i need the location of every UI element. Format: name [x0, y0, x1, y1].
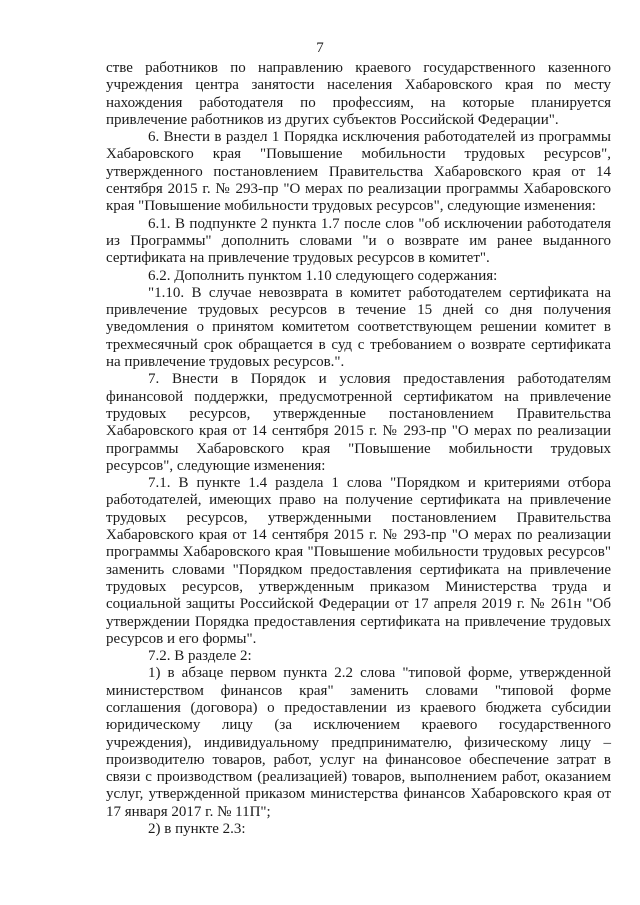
paragraph-quote-1-10: "1.10. В случае невозврата в комитет работодателем сертификата на привлечение трудовых ресурсов в течение 15 дней со дня получения уведомления о принятом комитетом соответствующем решении комитет в трехмесячный срок обращается в суд с требованием о возврате сертификата на привлечение трудовых ресурсов.".: [106, 284, 611, 371]
page-number: 7: [316, 40, 324, 56]
paragraph-continuation: стве работников по направлению краевого государственного казенного учреждения центра занятости населения Хабаровского края по месту нахождения работодателя по профессиям, на которые планируется привлечение работников из других субъектов Российской Федерации".: [106, 60, 611, 128]
document-body: [106, 60, 611, 838]
paragraph-item-6-2: 6.2. Дополнить пунктом 1.10 следующего содержания:: [148, 267, 498, 284]
paragraph-item-7-2: 7.2. В разделе 2:: [148, 648, 252, 665]
paragraph-item-7-1: 7.1. В пункте 1.4 раздела 1 слова "Порядком и критериями отбора работодателей, имеющих право на получение сертификата на привлечение трудовых ресурсов, утвержденными постановлением Правительства Хабаровского края от 14 сентября 2015 г. № 293-пр "О мерах по реализации программы Хабаровского края "Повышение мобильности трудовых ресурсов" заменить словами "Порядком предоставления сертификата на привлечение трудовых ресурсов, утвержденным приказом Министерства труда и социальной защиты Российской Федерации от 17 апреля 2019 г. № 261н "Об утверждении Порядка предоставления сертификата на привлечение трудовых ресурсов и его формы".: [106, 475, 611, 647]
paragraph-item-6-1: 6.1. В подпункте 2 пункта 1.7 после слов "об исключении работодателя из Программы" дополнить словами "и о возврате им ранее выданного сертификата на привлечение трудовых ресурсов в комитет".: [106, 215, 611, 267]
paragraph-subitem-2: 2) в пункте 2.3:: [148, 821, 246, 838]
paragraph-subitem-1: 1) в абзаце первом пункта 2.2 слова "типовой форме, утвержденной министерством финансов края" заменить словами "типовой форме соглашения (договора) о предоставлении из краевого бюджета субсидии юридическому лицу (за исключением краевого государственного учреждения), индивидуальному предпринимателю, физическому лицу – производителю товаров, работ, услуг на финансовое обеспечение затрат в связи с производством (реализацией) товаров, выполнением работ, оказанием услуг, утвержденной приказом министерства финансов Хабаровского края от 17 января 2017 г. № 11П";: [106, 665, 611, 820]
paragraph-item-6: 6. Внести в раздел 1 Порядка исключения работодателей из программы Хабаровского края "Повышение мобильности трудовых ресурсов", утвержденного постановлением Правительства Хабаровского края от 14 сентября 2015 г. № 293-пр "О мерах по реализации программы Хабаровского края "Повышение мобильности трудовых ресурсов", следующие изменения:: [106, 129, 611, 215]
paragraph-item-7: 7. Внести в Порядок и условия предоставления работодателям финансовой поддержки, предусмотренной сертификатом на привлечение трудовых ресурсов, утвержденные постановлением Правительства Хабаровского края от 14 сентября 2015 г. № 293-пр "О мерах по реализации программы Хабаровского края "Повышение мобильности трудовых ресурсов", следующие изменения:: [106, 371, 611, 474]
